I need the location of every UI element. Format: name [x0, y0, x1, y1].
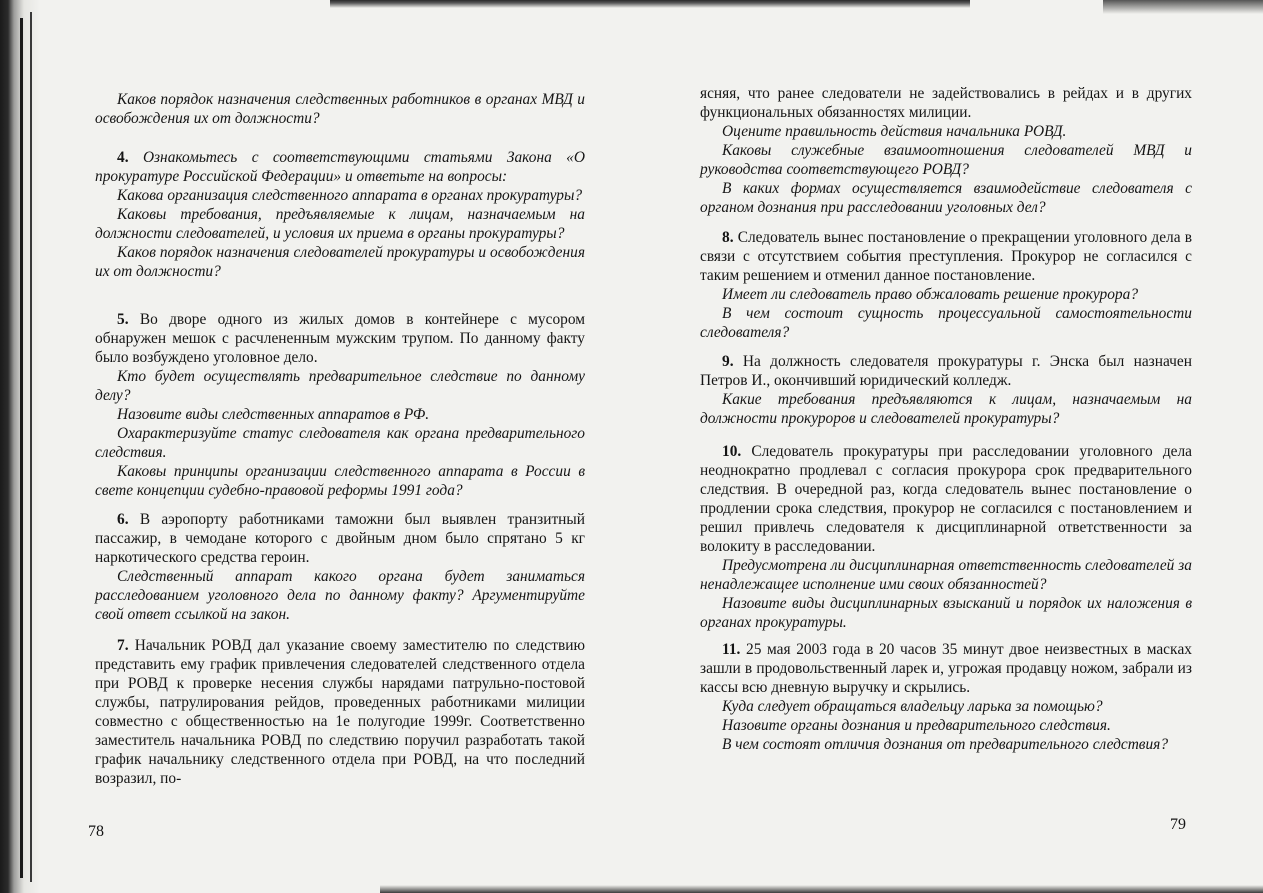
paragraph-text: Каков порядок назначения следственных работников в органах МВД и освобождения их от должности? [95, 91, 585, 127]
paragraph-text: Назовите виды следственных аппаратов в РФ. [117, 406, 430, 423]
task-number: 6. [117, 511, 129, 528]
paragraph [95, 310, 585, 367]
task-number: 10. [722, 443, 742, 460]
paragraph-text: Каков порядок назначения следователей прокуратуры и освобождения их от должности? [95, 244, 585, 280]
paragraph-text: Каковы служебные взаимоотношения следователей МВД и руководства соответствующего РОВД? [700, 142, 1192, 178]
paragraph-text: Во дворе одного из жилых домов в контейнере с мусором обнаружен мешок с расчлененным мужским трупом. По данному факту было возбуждено уголовное дело. [95, 311, 585, 366]
paragraph [700, 556, 1192, 594]
paragraph-text: В чем состоят отличия дознания от предварительного следствия? [722, 736, 1169, 753]
scan-top-shadow [330, 0, 970, 8]
paragraph-text: Назовите органы дознания и предварительного следствия. [722, 717, 1111, 734]
paragraph-text: Какие требования предъявляются к лицам, назначаемым на должности прокуроров и следователей прокуратуры? [700, 391, 1192, 427]
paragraph [700, 84, 1192, 122]
paragraph-text: Каковы принципы организации следственного аппарата в России в свете концепции судебно-правовой реформы 1991 года? [95, 463, 585, 499]
paragraph [700, 716, 1192, 735]
task-number: 8. [722, 229, 734, 246]
paragraph-text: Имеет ли следователь право обжаловать решение прокурора? [722, 286, 1139, 303]
paragraph-text: В чем состоит сущность процессуальной самостоятельности следователя? [700, 305, 1192, 341]
paragraph [700, 640, 1192, 697]
paragraph [95, 405, 585, 424]
paragraph [95, 462, 585, 500]
paragraph [700, 285, 1192, 304]
paragraph-text: Следователь прокуратуры при расследовании уголовного дела неоднократно продлевал с согласия прокурора срок предварительного следствия. В очередной раз, когда следователь вынес постановление о продлении срока следствия, прокурор не согласился с постановлением и решил привлечь следователя к дисциплинарной ответственности за волокиту в расследовании. [700, 443, 1192, 555]
page-number-left: 78 [88, 823, 104, 840]
paragraph [700, 442, 1192, 556]
paragraph [700, 697, 1192, 716]
paragraph [700, 122, 1192, 141]
paragraph [95, 186, 585, 205]
binding-edge-inner [30, 12, 32, 882]
paragraph [700, 594, 1192, 632]
task-number: 7. [117, 637, 129, 654]
scan-bottom-shadow [380, 885, 1263, 893]
paragraph [95, 90, 585, 128]
paragraph-text: Ознакомьтесь с соответствующими статьями Закона «О прокуратуре Российской Федерации» и ответьте на вопросы: [95, 149, 585, 185]
paragraph [95, 424, 585, 462]
task-block [700, 352, 1192, 428]
task-block [95, 148, 585, 281]
paragraph-text: Каковы требования, предъявляемые к лицам, назначаемым на должности следователей, и условия их приема в органы прокуратуры? [95, 206, 585, 242]
paragraph-text: В каких формах осуществляется взаимодействие следователя с органом дознания при расследовании уголовных дел? [700, 180, 1192, 216]
task-block [700, 442, 1192, 632]
paragraph [700, 352, 1192, 390]
paragraph-text: 25 мая 2003 года в 20 часов 35 минут двое неизвестных в маскax зашли в продовольственный ларек и, угрожая продавцу ножом, забрали из кассы всю дневную выручку и скрылись. [700, 641, 1192, 696]
task-number: 9. [722, 353, 734, 370]
paragraph [700, 304, 1192, 342]
paragraph-text: Куда следует обращаться владельцу ларька за помощью? [722, 698, 1103, 715]
task-block [95, 310, 585, 500]
paragraph-text: Охарактеризуйте статус следователя как органа предварительного следствия. [95, 425, 585, 461]
binding-edge [20, 18, 23, 878]
paragraph-text: На должность следователя прокуратуры г. Энска был назначен Петров И., окончивший юридический колледж. [700, 353, 1192, 389]
task-number: 5. [117, 311, 129, 328]
paragraph-text: Оцените правильность действия начальника РОВД. [722, 123, 1067, 140]
paragraph [95, 510, 585, 567]
paragraph [700, 179, 1192, 217]
paragraph [95, 567, 585, 624]
paragraph-text: В аэропорту работниками таможни был выявлен транзитный пассажир, в чемодане которого с двойным дном было спрятано 5 кг наркотического средства героин. [95, 511, 585, 566]
task-block [700, 84, 1192, 217]
task-block [95, 510, 585, 624]
task-block [700, 228, 1192, 342]
paragraph [700, 735, 1192, 754]
paragraph-text: Кто будет осуществлять предварительное следствие по данному делу? [95, 368, 585, 404]
task-number: 11. [722, 641, 741, 658]
paragraph [700, 390, 1192, 428]
paragraph-text: Следователь вынес постановление о прекращении уголовного дела в связи с отсутствием события преступления. Прокурор не согласился с таким решением и отменил данное постановление. [700, 229, 1192, 284]
page-number-right: 79 [1170, 816, 1186, 833]
paragraph [95, 367, 585, 405]
task-block [95, 636, 585, 788]
paragraph [95, 148, 585, 186]
paragraph [95, 636, 585, 788]
paragraph-text: Следственный аппарат какого органа будет заниматься расследованием уголовного дела по данному факту? Аргументируйте свой ответ ссылкой на закон. [95, 568, 585, 623]
paragraph-text: ясняя, что ранее следователи не задействовались в рейдах и в других функциональных обязанностях милиции. [700, 85, 1192, 121]
task-block [700, 640, 1192, 754]
paragraph-text: Начальник РОВД дал указание своему заместителю по следствию представить ему график привлечения следователей следственного отдела при РОВД к проверке несения службы нарядами патрульно-постовой службы, патрулирования рейдов, проведенных работниками милиции совместно с общественностью на 1е полугодие 1999г. Соответственно заместитель начальника РОВД по следствию поручил разработать такой график начальнику следственного отдела при РОВД, на что последний возразил, по- [95, 637, 585, 787]
paragraph [95, 205, 585, 243]
paragraph-text: Назовите виды дисциплинарных взысканий и порядок их наложения в органах прокуратуры. [700, 595, 1192, 631]
scan-corner-shadow [1103, 0, 1263, 14]
paragraph-text: Предусмотрена ли дисциплинарная ответственность следователей за ненадлежащее исполнение ими своих обязанностей? [700, 557, 1192, 593]
paragraph [700, 141, 1192, 179]
paragraph-text: Какова организация следственного аппарата в органах прокуратуры? [117, 187, 583, 204]
task-number: 4. [117, 149, 129, 166]
task-block [95, 90, 585, 128]
paragraph [700, 228, 1192, 285]
paragraph [95, 243, 585, 281]
